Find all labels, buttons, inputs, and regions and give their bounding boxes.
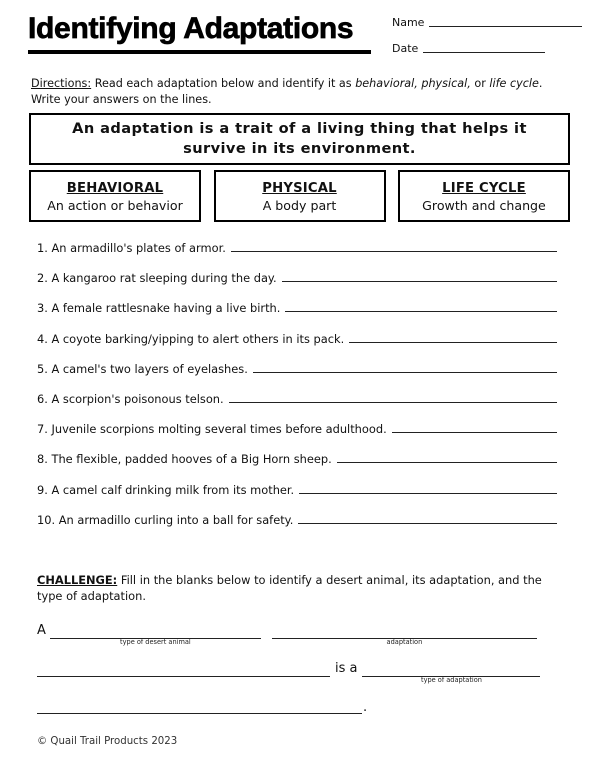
challenge-blank-final[interactable]: [37, 700, 362, 714]
challenge-paragraph: [37, 573, 560, 604]
question-answer-line[interactable]: [231, 240, 557, 252]
question-text: 6. A scorpion's poisonous telson.: [37, 391, 224, 406]
category-title-behavioral: BEHAVIORAL: [66, 180, 164, 196]
question-answer-line[interactable]: [337, 451, 557, 463]
date-input-line[interactable]: [423, 52, 545, 53]
page-header: [0, 0, 600, 68]
question-answer-line[interactable]: [349, 331, 557, 343]
directions-paragraph: [31, 76, 571, 107]
directions-text-after: . Write your answers on the lines.: [31, 77, 543, 106]
question-answer-line[interactable]: [282, 270, 557, 282]
directions-label: Directions:: [31, 77, 92, 90]
question-text: 7. Juvenile scorpions molting several times before adulthood.: [37, 422, 387, 437]
question-answer-line[interactable]: [285, 300, 557, 312]
question-row: [37, 451, 557, 481]
category-title-life-cycle: LIFE CYCLE: [442, 180, 526, 196]
challenge-row-three: [37, 700, 557, 714]
question-text: 1. An armadillo's plates of armor.: [37, 241, 226, 255]
question-row: [37, 391, 557, 421]
challenge-row-one: [37, 623, 557, 646]
title-underline-rule: [28, 50, 371, 54]
question-row: [37, 270, 557, 300]
question-row: [37, 361, 557, 391]
question-text: 4. A coyote barking/yipping to alert others in its pack.: [37, 331, 345, 346]
category-box-physical: [214, 170, 386, 222]
date-label: Date: [392, 42, 419, 55]
question-text: 8. The flexible, padded hooves of a Big Horn sheep.: [37, 452, 332, 467]
challenge-instruction-text: Fill in the blanks below to identify a desert animal, its adaptation, and the type of adaptation.: [37, 573, 542, 603]
question-answer-line[interactable]: [253, 361, 557, 373]
question-answer-line[interactable]: [229, 391, 557, 403]
directions-text-before: Read each adaptation below and identify it as: [91, 77, 356, 90]
challenge-blank-type[interactable]: [362, 663, 540, 684]
challenge-label: CHALLENGE:: [37, 573, 118, 587]
challenge-blank-continuation[interactable]: [37, 663, 330, 677]
category-subtitle-life-cycle: Growth and change: [422, 197, 546, 213]
challenge-mid-text: is a: [335, 661, 358, 676]
question-text: 9. A camel calf drinking milk from its mother.: [37, 482, 295, 497]
category-subtitle-behavioral: An action or behavior: [47, 197, 183, 213]
question-text: 2. A kangaroo rat sleeping during the day.: [37, 271, 277, 286]
challenge-period: .: [363, 700, 368, 715]
name-input-line[interactable]: [429, 26, 582, 27]
question-row: [37, 421, 557, 451]
date-row: [392, 42, 592, 55]
question-row: [37, 331, 557, 361]
question-text: 5. A camel's two layers of eyelashes.: [37, 361, 248, 376]
challenge-blank-adaptation-label: adaptation: [386, 638, 423, 646]
category-title-physical: PHYSICAL: [262, 180, 337, 196]
name-date-block: [392, 16, 592, 68]
directions-text-middle: or: [470, 77, 490, 90]
definition-text: An adaptation is a trait of a living thing that helps it survive in its environment.: [72, 120, 527, 157]
challenge-blank-adaptation[interactable]: [272, 625, 537, 646]
challenge-lead-a: A: [37, 623, 46, 638]
page-title: Identifying Adaptations: [28, 12, 354, 45]
question-row: [37, 512, 557, 542]
challenge-blank-animal[interactable]: [50, 625, 261, 646]
question-text: 10. An armadillo curling into a ball for safety.: [37, 512, 294, 527]
challenge-blank-type-label: type of adaptation: [420, 676, 482, 684]
category-box-behavioral: [29, 170, 201, 222]
question-row: [37, 240, 557, 270]
category-boxes: [29, 170, 570, 222]
question-row: [37, 482, 557, 512]
question-list: [37, 240, 557, 542]
footer-copyright: © Quail Trail Products 2023: [37, 736, 178, 747]
question-answer-line[interactable]: [392, 421, 557, 433]
category-subtitle-physical: A body part: [262, 197, 337, 213]
question-text: 3. A female rattlesnake having a live birth.: [37, 301, 281, 316]
challenge-row-two: [37, 661, 557, 684]
name-row: [392, 16, 592, 29]
name-label: Name: [392, 16, 425, 29]
question-answer-line[interactable]: [299, 482, 557, 494]
directions-italic-one: behavioral, physical,: [355, 77, 471, 90]
question-answer-line[interactable]: [298, 512, 557, 524]
definition-box: [29, 113, 570, 165]
category-box-life-cycle: [398, 170, 570, 222]
challenge-blank-animal-label: type of desert animal: [120, 638, 191, 646]
directions-italic-two: life cycle: [489, 77, 539, 90]
question-row: [37, 300, 557, 330]
